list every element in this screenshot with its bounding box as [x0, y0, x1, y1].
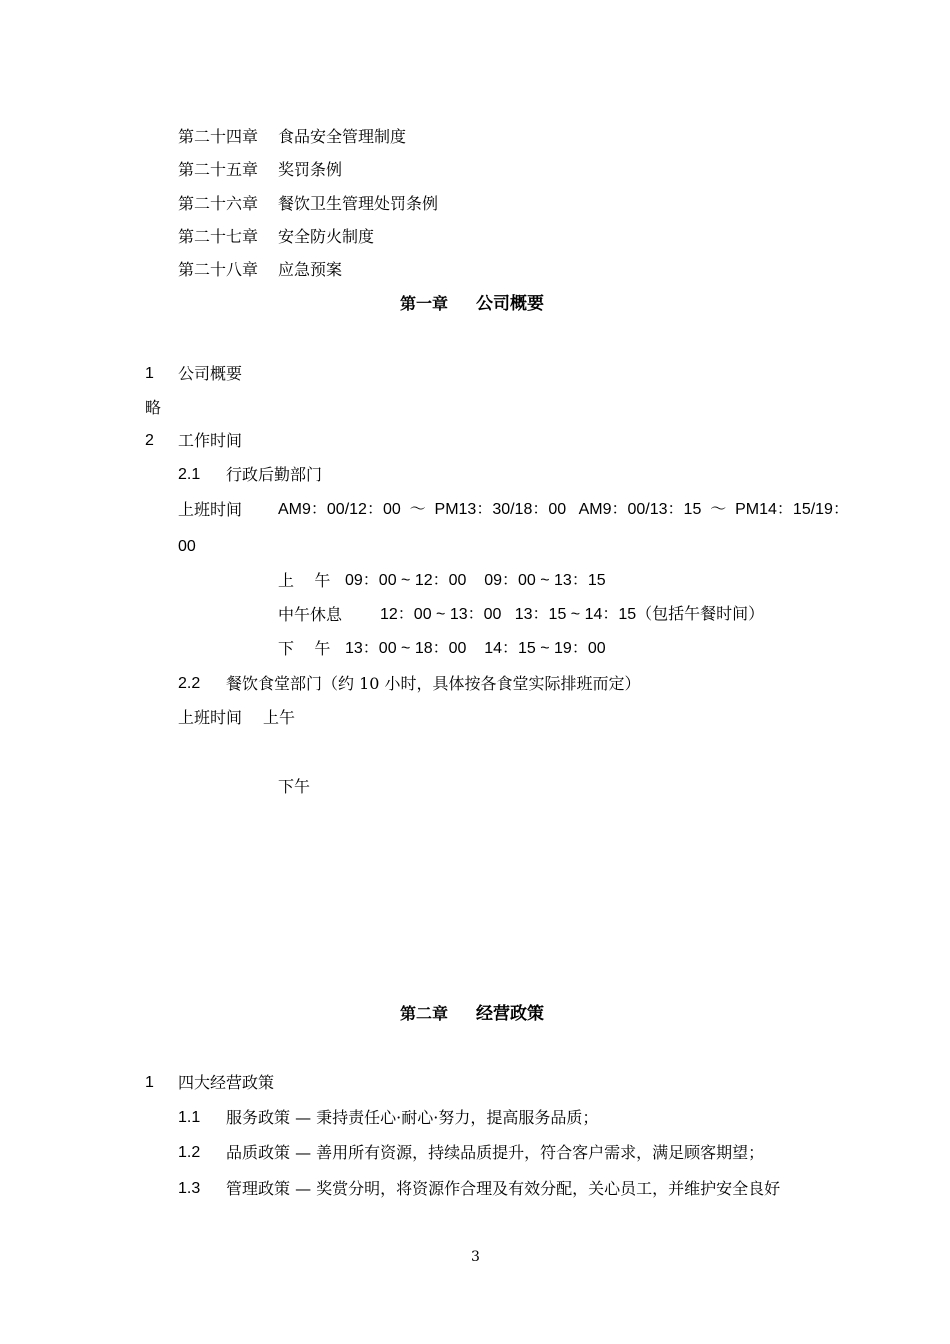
policy-number: 1.3	[178, 1180, 201, 1197]
subsection-number: 2.2	[178, 675, 201, 692]
policy-text: 管理政策 — 奖赏分明，将资源作合理及有效分配，关心员工，并维护安全良好	[226, 1179, 781, 1198]
section-title: 公司概要	[178, 364, 243, 383]
afternoon-label: 下 午	[278, 639, 331, 658]
toc-chapter-title: 应急预案	[278, 260, 343, 279]
policy-text: 服务政策 — 秉持责任心·耐心·努力，提高服务品质；	[226, 1108, 599, 1127]
canteen-afternoon-label: 下午	[278, 777, 311, 796]
morning-hours: 09：00 ~ 12：00 09：00 ~ 13：15	[345, 572, 606, 589]
toc-chapter-label: 第二十四章	[178, 127, 259, 146]
toc-chapter-title: 奖罚条例	[278, 160, 343, 179]
canteen-hours-label: 上班时间	[178, 708, 243, 727]
section-body: 略	[145, 398, 162, 417]
noon-break-label: 中午休息	[278, 605, 343, 624]
subsection-title: 行政后勤部门	[226, 465, 323, 484]
morning-label: 上 午	[278, 571, 331, 590]
work-hours-label: 上班时间	[178, 500, 243, 519]
chapter-2-title: 经营政策	[476, 1004, 544, 1024]
section-title: 工作时间	[178, 431, 243, 450]
section-number: 1	[145, 365, 154, 382]
toc-chapter-label: 第二十八章	[178, 260, 259, 279]
page-number: 3	[471, 1249, 480, 1265]
policy-number: 1.2	[178, 1144, 201, 1161]
policy-text: 品质政策 — 善用所有资源，持续品质提升，符合客户需求，满足顾客期望；	[226, 1143, 765, 1162]
chapter-1-title: 公司概要	[476, 294, 544, 314]
toc-chapter-label: 第二十五章	[178, 160, 259, 179]
work-hours-value: AM9：00/12：00 ～ PM13：30/18：00 AM9：00/13：15 ～ PM14：15/19：	[278, 501, 849, 518]
work-hours-value-wrap: 00	[178, 538, 196, 555]
chapter-2-label: 第二章	[400, 1004, 449, 1023]
section-number: 1	[145, 1074, 154, 1091]
policy-number: 1.1	[178, 1109, 201, 1126]
subsection-number: 2.1	[178, 466, 201, 483]
section-title: 四大经营政策	[178, 1073, 275, 1092]
toc-chapter-title: 餐饮卫生管理处罚条例	[278, 194, 439, 213]
toc-chapter-title: 食品安全管理制度	[278, 127, 407, 146]
toc-chapter-label: 第二十七章	[178, 227, 259, 246]
toc-chapter-title: 安全防火制度	[278, 227, 375, 246]
noon-break-hours: 12：00 ~ 13：00 13：15 ~ 14：15（包括午餐时间）	[380, 606, 765, 623]
canteen-morning-label: 上午	[263, 708, 296, 727]
chapter-1-label: 第一章	[400, 294, 449, 313]
subsection-title: 餐饮食堂部门（约 10 小时，具体按各食堂实际排班而定）	[226, 674, 641, 693]
section-number: 2	[145, 432, 154, 449]
toc-chapter-label: 第二十六章	[178, 194, 259, 213]
afternoon-hours: 13：00 ~ 18：00 14：15 ~ 19：00	[345, 640, 606, 657]
